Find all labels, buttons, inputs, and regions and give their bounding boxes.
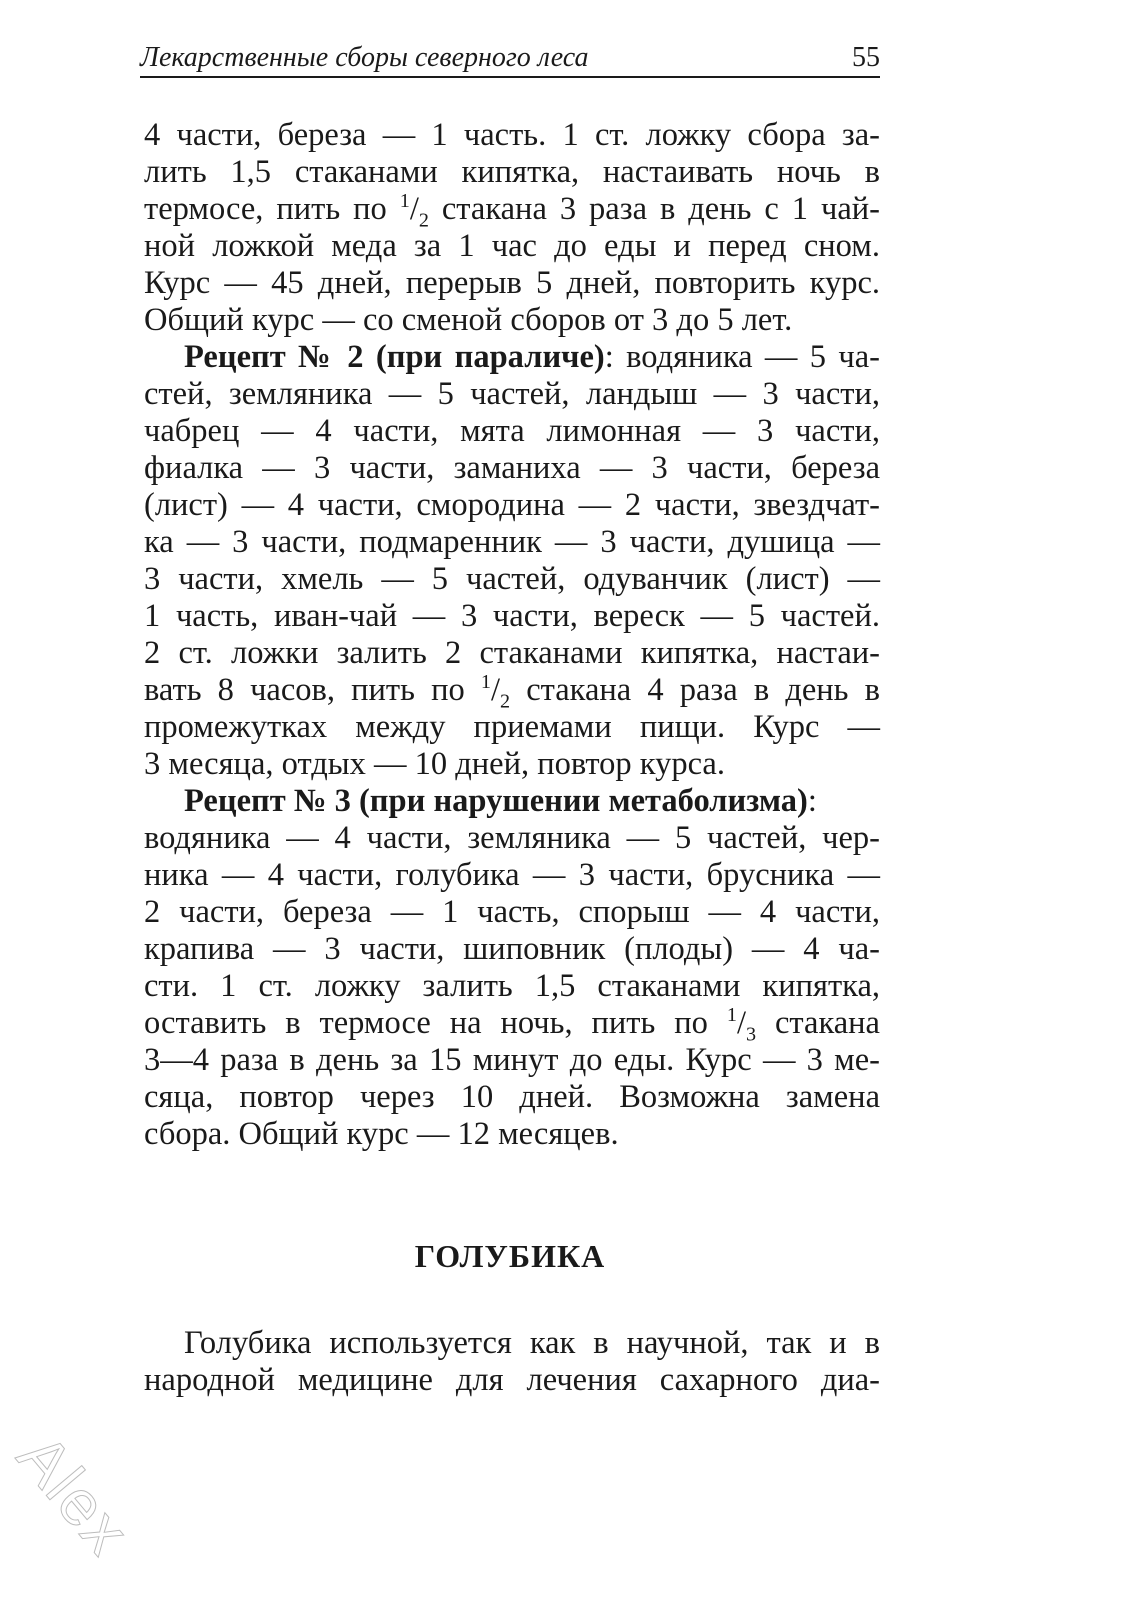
text-line: ка — 3 части, подмаренник — 3 части, душица — [144,524,880,560]
text-line: (лист) — 4 части, смородина — 2 части, звездчат- [144,487,880,523]
text-line-fraction: термосе, пить по $^1/_2$ стакана 3 раза в день с 1 чай- [144,190,880,232]
text-line: 3—4 раза в день за 15 минут до еды. Курс — 3 ме- [144,1042,880,1078]
text-line: народной медицине для лечения сахарного диа- [144,1362,880,1398]
text-line: 3 месяца, отдых — 10 дней, повтор курса. [144,746,725,782]
recipe-3-first-line: Рецепт № 3 (при нарушении метаболизма): [184,783,817,819]
running-header [140,38,880,78]
text-line: промежутках между приемами пищи. Курс — [144,709,880,745]
text-line: 2 ст. ложки залить 2 стаканами кипятка, настаи- [144,635,880,671]
text-line: чабрец — 4 части, мята лимонная — 3 части, [144,413,880,449]
text-line: Общий курс — со сменой сборов от 3 до 5 лет. [144,302,793,338]
text-line: Голубика используется как в научной, так и в [184,1325,880,1361]
recipe-2-first-line: Рецепт № 2 (при параличе): водяника — 5 ча- [184,339,880,375]
text-line: Курс — 45 дней, перерыв 5 дней, повторить курс. [144,265,880,301]
text-line-fraction: оставить в термосе на ночь, пить по $^1/_3$ стакана [144,1004,880,1046]
text-line: ника — 4 части, голубика — 3 части, брусника — [144,857,880,893]
text-line: 1 часть, иван-чай — 3 части, вереск — 5 частей. [144,598,880,634]
recipe-3-title: Рецепт № 3 (при нарушении метаболизма) [184,783,808,819]
text-line: 2 части, береза — 1 часть, спорыш — 4 части, [144,894,880,930]
text-line: стей, земляника — 5 частей, ландыш — 3 части, [144,376,880,412]
text-line-fraction: вать 8 часов, пить по $^1/_2$ стакана 4 раза в день в [144,671,881,713]
text-line: крапива — 3 части, шиповник (плоды) — 4 ча- [144,931,880,967]
text-line: ной ложкой меда за 1 час до еды и перед сном. [144,228,880,264]
section-heading: ГОЛУБИКА [414,1238,606,1274]
running-title: Лекарственные сборы северного леса [140,42,589,73]
text-line: сяца, повтор через 10 дней. Возможна замена [144,1079,880,1115]
text-line: сбора. Общий курс — 12 месяцев. [144,1116,619,1152]
text-line: лить 1,5 стаканами кипятка, настаивать ночь в [144,154,880,190]
text-line: водяника — 4 части, земляника — 5 частей, чер- [144,820,880,856]
text-line: сти. 1 ст. ложку залить 1,5 стаканами кипятка, [144,968,880,1004]
watermark: Alex [4,1420,145,1569]
text-line: фиалка — 3 части, заманиха — 3 части, береза [144,450,880,486]
text-line: 4 части, береза — 1 часть. 1 ст. ложку сбора за- [144,117,880,153]
recipe-2-title: Рецепт № 2 (при параличе) [184,339,605,375]
text-line: 3 части, хмель — 5 частей, одуванчик (лист) — [144,561,880,597]
page-number: 55 [852,42,880,73]
